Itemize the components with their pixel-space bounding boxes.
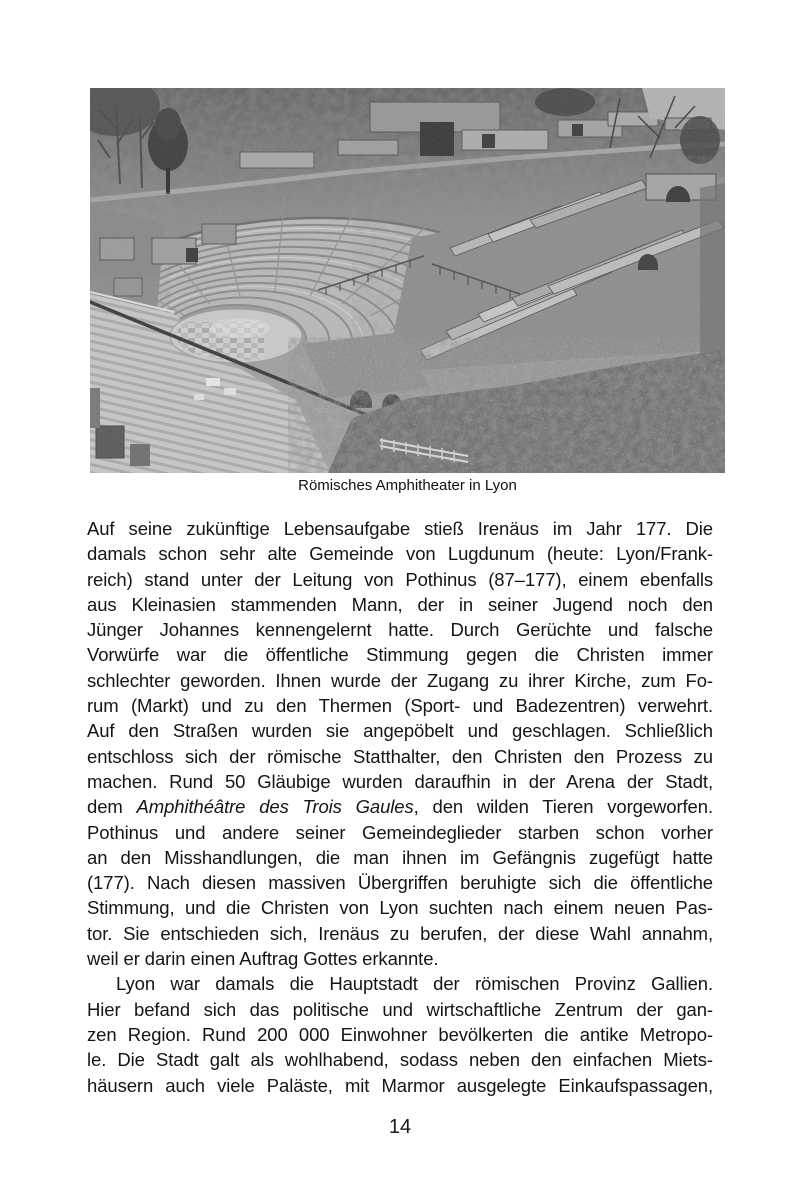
body-line: rum (Markt) und zu den Thermen (Sport- und Badezentren) verwehrt.: [87, 695, 713, 717]
body-line: le. Die Stadt galt als wohlhabend, sodass neben den einfachen Miets-: [87, 1049, 713, 1071]
page-number: 14: [388, 1116, 412, 1138]
body-line: dem Amphithéâtre des Trois Gaules, den wilden Tieren vorgeworfen.: [87, 796, 713, 818]
figure-caption: Römisches Amphitheater in Lyon: [298, 477, 517, 494]
body-line: Hier befand sich das politische und wirtschaftliche Zentrum der gan-: [87, 998, 713, 1020]
body-line: Auf den Straßen wurden sie angepöbelt und geschlagen. Schließlich: [87, 720, 713, 742]
body-line: schlechter geworden. Ihnen wurde der Zugang zu ihrer Kirche, zum Fo-: [87, 669, 713, 691]
body-line: häusern auch viele Paläste, mit Marmor ausgelegte Einkaufspassagen,: [87, 1074, 713, 1096]
body-line: Auf seine zukünftige Lebensaufgabe stieß Irenäus im Jahr 177. Die: [87, 518, 713, 539]
figure-amphitheater: [90, 88, 725, 473]
body-line: zen Region. Rund 200 000 Einwohner bevölkerten die antike Metropo-: [87, 1023, 713, 1045]
body-line: an den Misshandlungen, die man ihnen im Gefängnis zugefügt hatte: [87, 846, 713, 868]
body-line: weil er darin einen Auftrag Gottes erkannte.: [87, 948, 439, 970]
body-line: machen. Rund 50 Gläubige wurden daraufhin in der Arena der Stadt,: [87, 770, 713, 792]
body-line: Lyon war damals die Hauptstadt der römischen Provinz Gallien.: [116, 973, 713, 995]
body-line: Jünger Johannes kennengelernt hatte. Durch Gerüchte und falsche: [87, 619, 713, 641]
body-line: Pothinus und andere seiner Gemeindeglieder starben schon vorher: [87, 821, 713, 843]
body-line: entschloss sich der römische Statthalter, den Christen den Prozess zu: [87, 745, 713, 767]
body-line: aus Kleinasien stammenden Mann, der in seiner Jugend noch den: [87, 593, 713, 615]
body-line: Vorwürfe war die öffentliche Stimmung gegen die Christen immer: [87, 644, 713, 666]
body-line: (177). Nach diesen massiven Übergriffen beruhigte sich die öffentliche: [87, 872, 713, 894]
amphitheater-photo: [90, 88, 725, 473]
body-line: tor. Sie entschieden sich, Irenäus zu berufen, der diese Wahl annahm,: [87, 922, 713, 944]
body-line: Stimmung, und die Christen von Lyon suchten nach einem neuen Pas-: [87, 897, 713, 919]
body-text: [87, 516, 713, 1098]
body-line: damals schon sehr alte Gemeinde von Lugdunum (heute: Lyon/Frank-: [87, 543, 713, 565]
body-line: reich) stand unter der Leitung von Pothinus (87–177), einem ebenfalls: [87, 568, 713, 590]
